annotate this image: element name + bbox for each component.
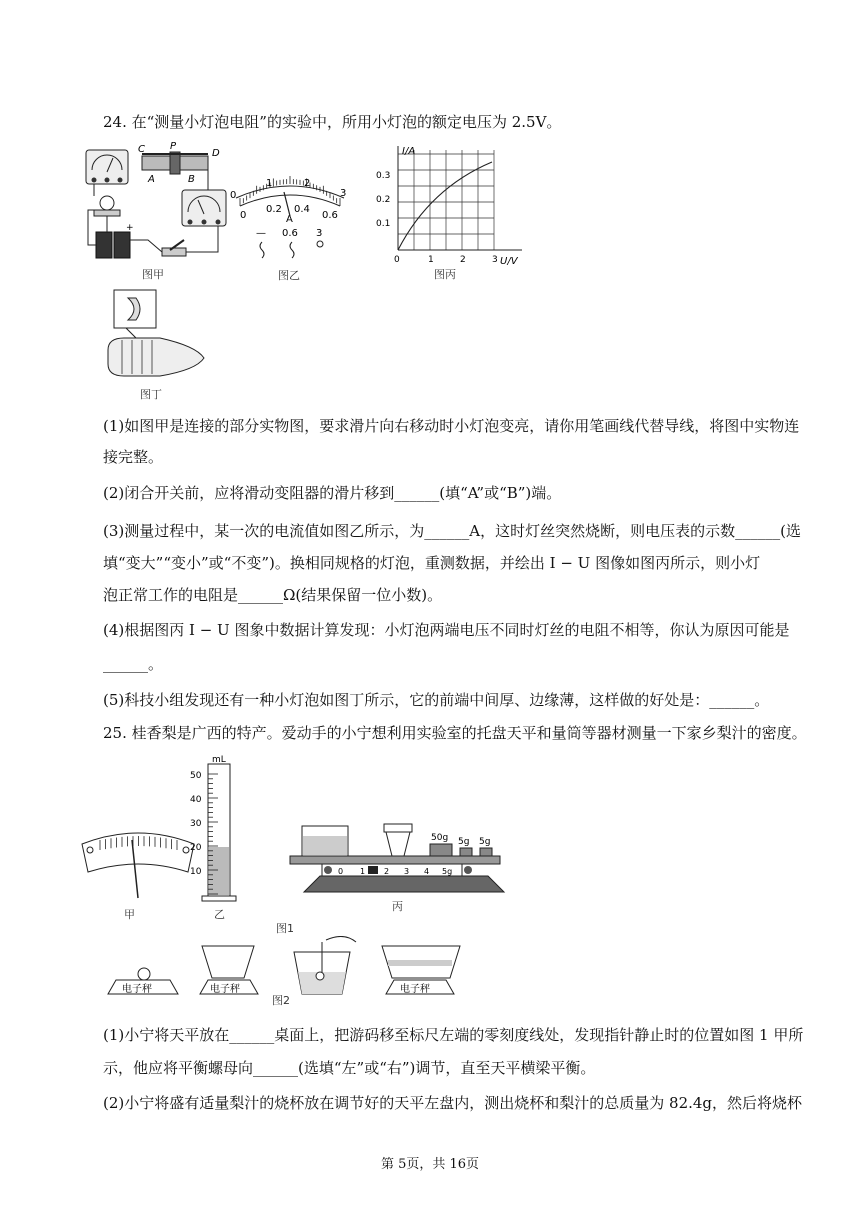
figure-1-balance-setup	[76, 752, 516, 936]
rheostat-label-d: D	[212, 148, 220, 159]
cylinder-liquid	[209, 847, 229, 895]
graph-xtick-3: 3	[492, 255, 498, 265]
figure-ding-bulb	[100, 286, 210, 404]
page-footer: 第 5页，共 16页	[380, 1157, 480, 1172]
weight-5g	[460, 848, 472, 856]
figure-jia-caption: 图甲	[142, 268, 164, 281]
q24-part3-line1: (3)测量过程中，某一次的电流值如图乙所示，为______A，这时灯丝突然烧断，则电压表的示数______(选	[103, 522, 801, 540]
cylinder-tick-50: 50	[190, 771, 202, 781]
graph-xtick-2: 2	[460, 255, 466, 265]
q25-stem: 25. 桂香梨是广西的特产。爱动手的小宁想利用实验室的托盘天平和量筒等器材测量一下家乡梨汁的密度。	[103, 724, 807, 742]
scale-4-label: 电子秤	[400, 984, 430, 995]
graph-ytick-0-3: 0.3	[376, 171, 391, 181]
fig1-yi-label: 乙	[214, 908, 225, 921]
dial-outer-tick-2: 2	[304, 178, 311, 189]
graph-ytick-0-1: 0.1	[376, 219, 391, 229]
dial-inner-tick-3: 0.6	[322, 210, 338, 221]
rheostat-label-p: P	[170, 141, 177, 152]
dial-pointer	[284, 192, 290, 216]
cylinder-tick-30: 30	[190, 819, 202, 829]
terminal-3: 3	[316, 228, 323, 239]
figure-yi-ammeter-dial	[228, 176, 353, 286]
switch-icon	[162, 248, 186, 256]
dial-inner-tick-2: 0.4	[294, 204, 310, 215]
battery-icon	[96, 232, 112, 258]
q24-part2: (2)闭合开关前，应将滑动变阻器的滑片移到______(填“A”或“B”)端。	[103, 484, 562, 502]
graph-xlabel: U/V	[500, 256, 518, 267]
fig1-jia-label: 甲	[124, 908, 135, 921]
q25-part1-line1: (1)小宁将天平放在______桌面上，把游码移至标尺左端的零刻度线处，发现指针静止时的位置如图 1 甲所	[103, 1026, 804, 1044]
pear-icon	[138, 968, 150, 980]
q25-part2-line1: (2)小宁将盛有适量梨汁的烧杯放在调节好的天平左盘内，测出烧杯和梨汁的总质量为 82.4g，然后将烧杯	[103, 1094, 803, 1112]
cylinder-tick-20: 20	[190, 843, 202, 853]
ruler-tick-0: 0	[338, 867, 344, 876]
graph-ytick-0-2: 0.2	[376, 195, 391, 205]
q24-part1-line2: 接完整。	[103, 448, 164, 466]
figure-jia-circuit	[78, 140, 238, 285]
ruler-tick-3: 3	[404, 867, 410, 876]
q24-part4-line1: (4)根据图丙 I − U 图象中数据计算发现：小灯泡两端电压不同时灯丝的电阻不相等，你认为原因可能是	[103, 621, 790, 639]
weight-50g	[430, 844, 452, 856]
hand-icon	[326, 936, 356, 942]
figure-ding-caption: 图丁	[140, 388, 162, 401]
fig2-caption: 图2	[272, 994, 290, 1007]
figure-yi-caption: 图乙	[278, 269, 300, 282]
q24-part4-line2: ______。	[103, 655, 164, 673]
cylinder-tick-10: 10	[190, 867, 202, 877]
bulb-icon	[100, 196, 114, 210]
balance-pointer-scale	[82, 833, 194, 872]
q24-stem: 24. 在“测量小灯泡电阻”的实验中，所用小灯泡的额定电压为 2.5V。	[103, 113, 562, 131]
terminal-negative: —	[256, 228, 266, 239]
figure-bing-iu-graph	[372, 140, 532, 285]
dial-outer-tick-3: 3	[340, 188, 347, 199]
fig1-caption: 图1	[276, 922, 294, 935]
weight-label-5g-2: 5g	[479, 837, 491, 847]
dial-outer-tick-1: 1	[266, 178, 273, 189]
ruler-tick-4: 4	[424, 867, 430, 876]
dial-outer-tick-0: 0	[230, 190, 237, 201]
q24-part1-line1: (1)如图甲是连接的部分实物图，要求滑片向右移动时小灯泡变亮，请你用笔画线代替导线，将图中实物连	[103, 417, 800, 435]
rheostat-label-a: A	[148, 174, 155, 185]
scale-2-label: 电子秤	[210, 984, 240, 995]
q24-part3-line2: 填“变大”“变小”或“不变”)。换相同规格的灯泡，重测数据，并绘出 I − U 图像如图丙所示，则小灯	[103, 554, 761, 572]
weight-label-5g: 5g	[458, 837, 470, 847]
rheostat-label-b: B	[188, 174, 195, 185]
dial-inner-tick-0: 0	[240, 210, 247, 221]
graph-xtick-1: 1	[428, 255, 434, 265]
q25-part1-line2: 示，他应将平衡螺母向______(选填“左”或“右”)调节，直至天平横梁平衡。	[103, 1059, 596, 1077]
graph-ylabel: I/A	[402, 146, 416, 157]
ruler-tick-1: 1	[360, 867, 366, 876]
figure-2-electronic-scale	[104, 936, 464, 1008]
weight-5g-2	[480, 848, 492, 856]
dial-inner-tick-1: 0.2	[266, 204, 282, 215]
balance-base	[304, 876, 504, 892]
terminal-0-6: 0.6	[282, 228, 298, 239]
cylinder-tick-40: 40	[190, 795, 202, 805]
q24-part5: (5)科技小组发现还有一种小灯泡如图丁所示，它的前端中间厚、边缘薄，这样做的好处是：______。	[103, 691, 770, 709]
svg-text:+: +	[126, 223, 134, 233]
cylinder-unit: mL	[212, 755, 226, 765]
rheostat-label-c: C	[138, 144, 145, 155]
figure-bing-caption: 图丙	[434, 268, 456, 281]
q24-part3-line3: 泡正常工作的电阻是______Ω(结果保留一位小数)。	[103, 586, 443, 604]
weight-label-50g: 50g	[431, 833, 449, 843]
ruler-tick-2: 2	[384, 867, 390, 876]
graph-xtick-0: 0	[394, 255, 400, 265]
scale-1-label: 电子秤	[122, 984, 152, 995]
empty-container	[202, 946, 254, 978]
dial-unit: A	[286, 214, 293, 225]
fig1-bing-label: 丙	[392, 900, 403, 913]
ruler-tick-5g: 5g	[442, 867, 453, 876]
